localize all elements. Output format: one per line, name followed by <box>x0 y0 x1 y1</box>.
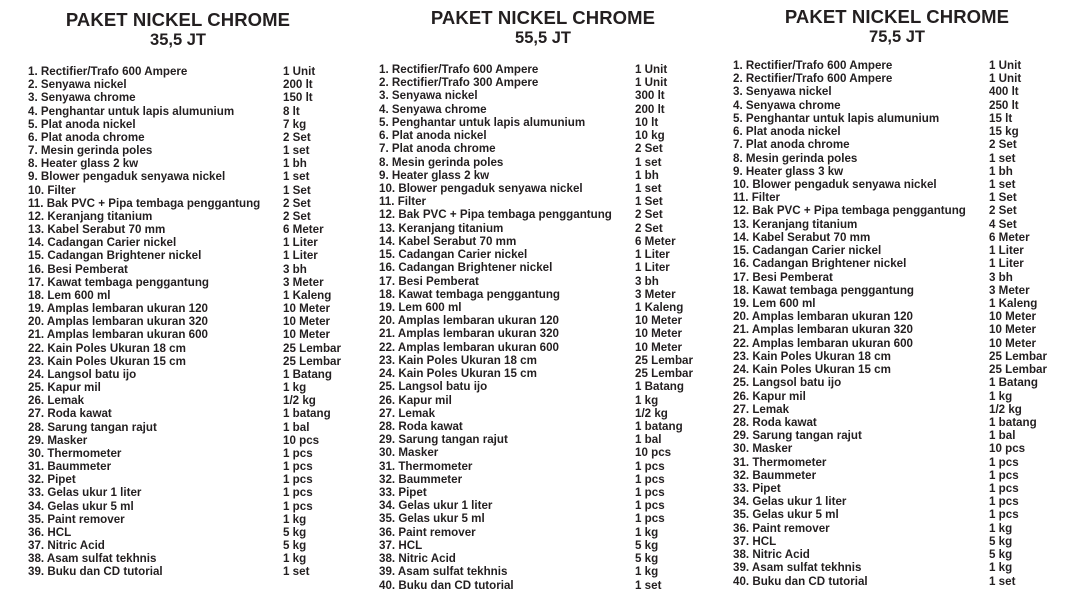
item-name: 19. Lem 600 ml <box>733 296 816 310</box>
item-quantity: 1 set <box>283 170 310 184</box>
item-name: 31. Thermometer <box>733 455 827 469</box>
item-name: 31. Baummeter <box>28 460 112 474</box>
item-name: 26. Kapur mil <box>733 389 806 403</box>
item-name: 15. Cadangan Carier nickel <box>379 248 528 262</box>
item-quantity: 8 lt <box>283 104 300 118</box>
item-name: 38. Nitric Acid <box>733 548 810 562</box>
package-header <box>378 8 708 48</box>
item-quantity: 10 Meter <box>989 336 1037 350</box>
item-quantity: 300 lt <box>635 89 665 103</box>
item-quantity: 1 Batang <box>635 380 684 394</box>
item-name: 34. Gelas ukur 1 liter <box>379 499 493 513</box>
item-quantity: 2 Set <box>283 209 311 223</box>
item-name: 3. Senyawa nickel <box>733 85 832 99</box>
item-name: 3. Senyawa nickel <box>379 89 478 103</box>
item-name: 38. Nitric Acid <box>379 552 456 566</box>
item-name: 16. Cadangan Brightener nickel <box>379 261 553 275</box>
item-quantity: 1/2 kg <box>989 402 1022 416</box>
item-quantity: 1 pcs <box>635 486 665 500</box>
item-quantity: 1 Liter <box>283 249 318 263</box>
package-header <box>732 7 1062 47</box>
item-name: 22. Amplas lembaran ukuran 600 <box>379 340 559 354</box>
item-quantity: 3 bh <box>283 262 307 276</box>
item-name: 22. Amplas lembaran ukuran 600 <box>733 336 913 350</box>
item-quantity: 1 pcs <box>635 472 665 486</box>
item-name: 21. Amplas lembaran ukuran 320 <box>379 327 559 341</box>
item-name: 29. Sarung tangan rajut <box>379 433 508 447</box>
item-quantity: 15 kg <box>989 125 1019 139</box>
item-name: 27. Lemak <box>379 406 436 420</box>
item-quantity: 6 Meter <box>635 234 676 248</box>
item-quantity: 1 Unit <box>989 59 1022 72</box>
item-quantity: 2 Set <box>635 208 663 222</box>
item-quantity: 1 pcs <box>635 512 665 526</box>
item-quantity: 5 kg <box>635 538 659 552</box>
item-quantity: 1 batang <box>989 415 1037 429</box>
item-name: 30. Masker <box>733 442 793 456</box>
item-name: 25. Langsol batu ijo <box>733 376 842 390</box>
item-quantity: 4 Set <box>989 217 1017 231</box>
item-quantity: 2 Set <box>635 221 663 235</box>
item-quantity: 1 kg <box>283 512 307 526</box>
item-quantity: 250 lt <box>989 98 1019 112</box>
item-name: 38. Asam sulfat tekhnis <box>28 552 157 566</box>
item-name: 12. Bak PVC + Pipa tembaga penggantung <box>379 208 612 222</box>
item-quantity: 25 Lembar <box>989 349 1047 363</box>
item-name: 24. Langsol batu ijo <box>28 367 137 381</box>
item-name: 30. Masker <box>379 446 439 460</box>
item-quantity: 10 pcs <box>635 446 672 460</box>
item-quantity: 1 Liter <box>283 236 318 250</box>
item-quantity: 1 set <box>989 574 1016 588</box>
package-column-2 <box>378 8 708 48</box>
item-quantity: 1 pcs <box>989 508 1019 522</box>
item-name: 29. Sarung tangan rajut <box>733 429 862 443</box>
item-name: 28. Roda kawat <box>379 419 463 433</box>
item-name: 14. Kabel Serabut 70 mm <box>379 234 517 248</box>
package-price: 55,5 JT <box>515 29 571 47</box>
item-quantity: 10 pcs <box>989 442 1026 456</box>
item-quantity: 1 pcs <box>635 499 665 513</box>
item-name: 37. HCL <box>733 534 777 548</box>
item-quantity: 10 Meter <box>283 302 331 316</box>
item-name: 37. HCL <box>379 538 423 552</box>
item-name: 17. Besi Pemberat <box>379 274 479 288</box>
item-quantity: 1 bh <box>283 157 307 171</box>
item-name: 6. Plat anoda nickel <box>379 129 487 143</box>
item-name: 4. Senyawa chrome <box>733 98 841 112</box>
item-name: 21. Amplas lembaran ukuran 600 <box>28 328 208 342</box>
item-name: 23. Kain Poles Ukuran 18 cm <box>379 353 537 367</box>
item-name: 19. Amplas lembaran ukuran 120 <box>28 302 208 316</box>
item-name: 2. Rectifier/Trafo 600 Ampere <box>733 72 893 86</box>
item-quantity: 1 Batang <box>283 367 332 381</box>
item-quantity: 1 set <box>989 151 1016 165</box>
item-quantity: 10 Meter <box>635 340 683 354</box>
item-name: 13. Keranjang titanium <box>733 217 858 231</box>
item-quantity: 2 Set <box>283 196 311 210</box>
item-quantity: 1 Kaleng <box>283 288 332 302</box>
item-name: 10. Blower pengaduk senyawa nickel <box>733 177 937 191</box>
item-name: 17. Besi Pemberat <box>733 270 833 284</box>
item-name: 7. Plat anoda chrome <box>379 142 496 156</box>
item-quantity: 1 Liter <box>635 248 670 262</box>
item-name: 35. Gelas ukur 5 ml <box>733 508 839 522</box>
item-quantity: 10 Meter <box>283 315 331 329</box>
item-quantity: 2 Set <box>989 204 1017 218</box>
item-quantity: 25 Lembar <box>635 367 693 381</box>
item-name: 36. Paint remover <box>733 521 830 535</box>
item-quantity: 1 pcs <box>283 486 313 500</box>
item-name: 3. Senyawa chrome <box>28 91 136 105</box>
item-name: 20. Amplas lembaran ukuran 120 <box>733 310 913 324</box>
package-column-1 <box>28 10 358 50</box>
item-quantity: 150 lt <box>283 91 313 105</box>
item-name: 11. Bak PVC + Pipa tembaga penggantung <box>28 196 261 210</box>
item-quantity: 1 Set <box>283 183 311 197</box>
item-name: 33. Pipet <box>379 486 427 500</box>
item-name: 40. Buku dan CD tutorial <box>733 574 868 588</box>
item-quantity: 6 Meter <box>989 230 1030 244</box>
item-name: 14. Cadangan Carier nickel <box>28 236 177 250</box>
item-quantity: 7 kg <box>283 117 307 131</box>
item-quantity: 15 lt <box>989 111 1013 125</box>
item-name: 33. Gelas ukur 1 liter <box>28 486 142 500</box>
item-quantity: 1 Liter <box>989 257 1024 271</box>
item-name: 16. Cadangan Brightener nickel <box>733 257 907 271</box>
item-name: 25. Langsol batu ijo <box>379 380 488 394</box>
item-quantity: 1 pcs <box>283 499 313 513</box>
item-quantity: 10 Meter <box>635 314 683 328</box>
item-name: 35. Gelas ukur 5 ml <box>379 512 485 526</box>
item-quantity: 1 Liter <box>989 244 1024 258</box>
item-name: 13. Kabel Serabut 70 mm <box>28 223 166 237</box>
item-quantity: 10 kg <box>635 129 665 143</box>
item-name: 14. Kabel Serabut 70 mm <box>733 230 871 244</box>
item-quantity: 5 kg <box>989 534 1013 548</box>
package-price: 75,5 JT <box>869 28 925 46</box>
item-name: 34. Gelas ukur 1 liter <box>733 495 847 509</box>
item-quantity: 1 pcs <box>283 473 313 487</box>
item-name: 37. Nitric Acid <box>28 539 105 553</box>
item-quantity: 25 Lembar <box>283 341 341 355</box>
item-name: 30. Thermometer <box>28 446 122 460</box>
item-name: 15. Cadangan Brightener nickel <box>28 249 202 263</box>
item-name: 1. Rectifier/Trafo 600 Ampere <box>379 63 539 76</box>
item-quantity: 1 kg <box>989 561 1013 575</box>
item-name: 23. Kain Poles Ukuran 18 cm <box>733 349 891 363</box>
item-quantity: 1 pcs <box>989 482 1019 496</box>
item-quantity: 1 Unit <box>635 76 668 90</box>
package-header <box>28 10 328 50</box>
item-name: 27. Roda kawat <box>28 407 112 421</box>
item-quantity: 2 Set <box>283 130 311 144</box>
item-name: 6. Plat anoda chrome <box>28 130 145 144</box>
item-quantity: 10 Meter <box>283 328 331 342</box>
item-name: 19. Lem 600 ml <box>379 300 462 314</box>
item-quantity: 5 kg <box>635 552 659 566</box>
item-quantity: 1 Unit <box>283 65 316 78</box>
item-name: 36. HCL <box>28 525 72 539</box>
item-name: 2. Rectifier/Trafo 300 Ampere <box>379 76 539 90</box>
item-quantity: 3 Meter <box>283 275 324 289</box>
item-name: 16. Besi Pemberat <box>28 262 128 276</box>
item-name: 25. Kapur mil <box>28 381 101 395</box>
item-name: 9. Blower pengaduk senyawa nickel <box>28 170 226 184</box>
item-quantity: 1 kg <box>283 552 307 566</box>
item-quantity: 2 Set <box>989 138 1017 152</box>
item-name: 39. Buku dan CD tutorial <box>28 565 163 579</box>
item-name: 34. Gelas ukur 5 ml <box>28 499 134 513</box>
item-quantity: 5 kg <box>989 548 1013 562</box>
item-quantity: 1 bal <box>283 420 310 434</box>
item-name: 33. Pipet <box>733 482 781 496</box>
item-quantity: 1 bal <box>635 433 662 447</box>
item-quantity: 25 Lembar <box>283 354 341 368</box>
item-quantity: 1 Unit <box>635 63 668 76</box>
item-quantity: 10 Meter <box>635 327 683 341</box>
item-name: 8. Mesin gerinda poles <box>379 155 504 169</box>
item-name: 23. Kain Poles Ukuran 15 cm <box>28 354 186 368</box>
item-quantity: 1 set <box>635 578 662 592</box>
item-quantity: 1 batang <box>635 419 683 433</box>
item-quantity: 1/2 kg <box>283 394 316 408</box>
item-name: 18. Lem 600 ml <box>28 288 111 302</box>
item-name: 15. Cadangan Carier nickel <box>733 244 882 258</box>
item-name: 36. Paint remover <box>379 525 476 539</box>
item-quantity: 1 set <box>635 155 662 169</box>
item-quantity: 1 bh <box>635 168 659 182</box>
package-column-3 <box>732 7 1062 47</box>
item-quantity: 1 kg <box>635 393 659 407</box>
item-quantity: 1 pcs <box>635 459 665 473</box>
item-quantity: 25 Lembar <box>989 363 1047 377</box>
item-name: 1. Rectifier/Trafo 600 Ampere <box>733 59 893 72</box>
item-quantity: 1 Batang <box>989 376 1038 390</box>
item-quantity: 1 kg <box>283 381 307 395</box>
item-quantity: 1 pcs <box>989 468 1019 482</box>
item-quantity: 1 pcs <box>989 495 1019 509</box>
item-quantity: 1 set <box>283 565 310 579</box>
item-name: 32. Pipet <box>28 473 76 487</box>
item-name: 22. Kain Poles Ukuran 18 cm <box>28 341 186 355</box>
item-quantity: 1 bal <box>989 429 1016 443</box>
package-title: PAKET NICKEL CHROME <box>65 9 291 30</box>
item-quantity: 1 Liter <box>635 261 670 275</box>
item-quantity: 10 Meter <box>989 310 1037 324</box>
item-name: 32. Baummeter <box>379 472 463 486</box>
item-quantity: 1 set <box>283 144 310 158</box>
item-quantity: 1 kg <box>635 565 659 579</box>
item-name: 10. Filter <box>28 183 76 197</box>
item-name: 24. Kain Poles Ukuran 15 cm <box>379 367 537 381</box>
item-quantity: 1 kg <box>989 521 1013 535</box>
item-name: 1. Rectifier/Trafo 600 Ampere <box>28 65 188 78</box>
item-name: 5. Plat anoda nickel <box>28 117 136 131</box>
item-name: 26. Kapur mil <box>379 393 452 407</box>
item-quantity: 5 kg <box>283 539 307 553</box>
item-quantity: 1 set <box>635 181 662 195</box>
item-name: 5. Penghantar untuk lapis alumunium <box>379 115 586 129</box>
item-name: 6. Plat anoda nickel <box>733 125 841 139</box>
item-quantity: 6 Meter <box>283 223 324 237</box>
item-name: 13. Keranjang titanium <box>379 221 504 235</box>
item-name: 8. Heater glass 2 kw <box>28 157 139 171</box>
item-quantity: 5 kg <box>283 525 307 539</box>
item-name: 11. Filter <box>733 191 781 205</box>
item-name: 7. Mesin gerinda poles <box>28 144 153 158</box>
item-name: 4. Penghantar untuk lapis alumunium <box>28 104 235 118</box>
package-title: PAKET NICKEL CHROME <box>430 7 656 28</box>
item-quantity: 2 Set <box>635 142 663 156</box>
item-name: 35. Paint remover <box>28 512 125 526</box>
item-quantity: 400 lt <box>989 85 1019 99</box>
item-quantity: 1 set <box>989 177 1016 191</box>
item-quantity: 1 pcs <box>283 460 313 474</box>
item-name: 11. Filter <box>379 195 427 209</box>
item-name: 28. Sarung tangan rajut <box>28 420 157 434</box>
item-quantity: 1 Kaleng <box>989 296 1038 310</box>
item-quantity: 1 Kaleng <box>635 300 684 314</box>
item-name: 26. Lemak <box>28 394 85 408</box>
item-name: 8. Mesin gerinda poles <box>733 151 858 165</box>
item-quantity: 1 batang <box>283 407 331 421</box>
item-quantity: 1 Set <box>989 191 1017 205</box>
item-quantity: 3 bh <box>989 270 1013 284</box>
item-quantity: 1 bh <box>989 164 1013 178</box>
item-name: 20. Amplas lembaran ukuran 120 <box>379 314 559 328</box>
item-quantity: 3 Meter <box>989 283 1030 297</box>
item-name: 17. Kawat tembaga penggantung <box>28 275 210 289</box>
item-quantity: 1 Set <box>635 195 663 209</box>
item-name: 18. Kawat tembaga penggantung <box>733 283 915 297</box>
item-name: 7. Plat anoda chrome <box>733 138 850 152</box>
item-quantity: 1 kg <box>989 389 1013 403</box>
item-name: 10. Blower pengaduk senyawa nickel <box>379 181 583 195</box>
item-name: 39. Asam sulfat tekhnis <box>379 565 508 579</box>
item-name: 12. Keranjang titanium <box>28 209 153 223</box>
item-name: 40. Buku dan CD tutorial <box>379 578 514 592</box>
item-quantity: 25 Lembar <box>635 353 693 367</box>
item-name: 20. Amplas lembaran ukuran 320 <box>28 315 208 329</box>
item-quantity: 10 lt <box>635 115 659 129</box>
item-name: 2. Senyawa nickel <box>28 78 127 92</box>
item-name: 4. Senyawa chrome <box>379 102 487 116</box>
item-name: 31. Thermometer <box>379 459 473 473</box>
item-quantity: 10 Meter <box>989 323 1037 337</box>
package-title: PAKET NICKEL CHROME <box>784 6 1010 27</box>
item-name: 29. Masker <box>28 433 88 447</box>
package-price: 35,5 JT <box>150 31 206 49</box>
item-quantity: 10 pcs <box>283 433 320 447</box>
item-name: 24. Kain Poles Ukuran 15 cm <box>733 363 891 377</box>
item-quantity: 200 lt <box>635 102 665 116</box>
item-name: 12. Bak PVC + Pipa tembaga penggantung <box>733 204 966 218</box>
item-quantity: 1/2 kg <box>635 406 668 420</box>
item-name: 27. Lemak <box>733 402 790 416</box>
item-name: 9. Heater glass 2 kw <box>379 168 490 182</box>
item-name: 39. Asam sulfat tekhnis <box>733 561 862 575</box>
item-quantity: 1 Unit <box>989 72 1022 86</box>
item-name: 21. Amplas lembaran ukuran 320 <box>733 323 913 337</box>
item-name: 32. Baummeter <box>733 468 817 482</box>
item-name: 28. Roda kawat <box>733 415 817 429</box>
item-quantity: 3 Meter <box>635 287 676 301</box>
item-quantity: 3 bh <box>635 274 659 288</box>
item-name: 18. Kawat tembaga penggantung <box>379 287 561 301</box>
item-quantity: 1 pcs <box>989 455 1019 469</box>
item-name: 5. Penghantar untuk lapis alumunium <box>733 111 940 125</box>
item-name: 9. Heater glass 3 kw <box>733 164 844 178</box>
item-quantity: 1 pcs <box>283 446 313 460</box>
item-quantity: 200 lt <box>283 78 313 92</box>
item-quantity: 1 kg <box>635 525 659 539</box>
